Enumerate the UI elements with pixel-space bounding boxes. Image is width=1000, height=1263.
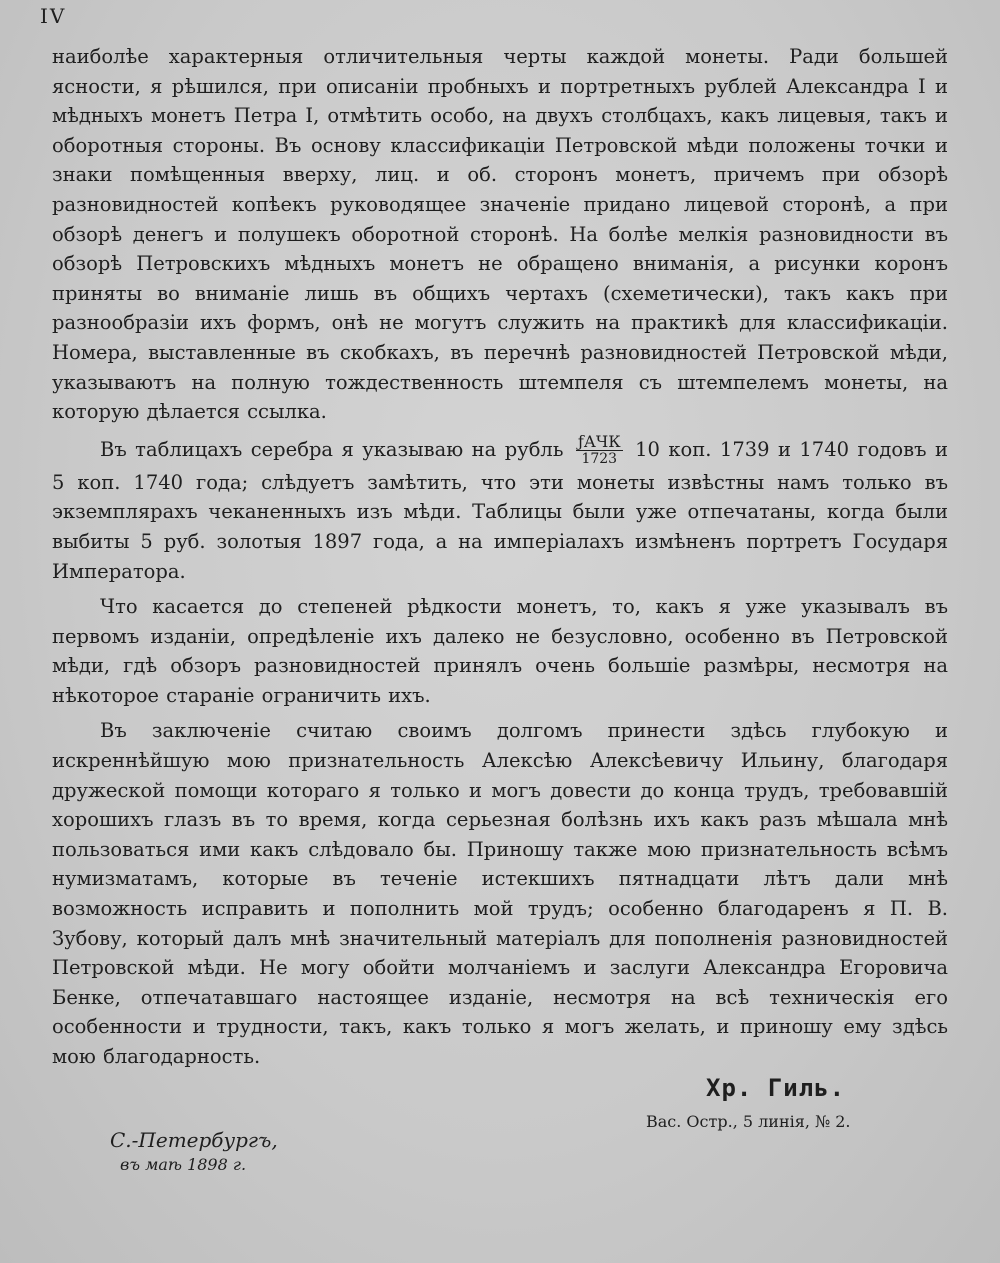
paragraph-4: Въ заключеніе считаю своимъ долгомъ принести здѣсь глубокую и искреннѣйшую мою признательность Алексѣю Алексѣевичу Ильину, благодаря дружеской помощи котораго я только и могъ довести до конца трудъ, требовавшій хорошихъ глазъ въ то время, когда серьезная болѣзнь ихъ какъ разъ мѣшала мнѣ пользоваться ими какъ слѣдовало бы. Приношу также мою признательность всѣмъ нумизматамъ, которые въ теченіе истекшихъ пятнадцати лѣтъ дали мнѣ возможность исправить и пополнить мой трудъ; особенно благодаренъ я П. В. Зубову, который далъ мнѣ значительный матеріалъ для пополненія разновидностей Петровской мѣди. Не могу обойти молчаніемъ и заслуги Александра Егоровича Бенке, отпечатавшаго настоящее изданіе, несмотря на всѣ техническія его особенности и трудности, такъ, какъ только я могъ желать, и приношу ему здѣсь мою благодарность. [52,719,948,1068]
date-line: въ маѣ 1898 г. [120,1155,247,1174]
page-number: IV [40,4,67,28]
signature-address: Вас. Остр., 5 линія, № 2. [646,1112,851,1131]
paragraph-1: наиболѣе характерныя отличительныя черты каждой монеты. Ради большей ясности, я рѣшился, при описаніи пробныхъ и портретныхъ рублей Александра I и мѣдныхъ монетъ Петра I, отмѣтить особо, на двухъ столбцахъ, какъ лицевыя, такъ и оборотныя стороны. Въ основу классификаціи Петровской мѣди положены точки и знаки помѣщенныя вверху, лиц. и об. сторонъ монетъ, причемъ при обзорѣ разновидностей копѣекъ руководящее значеніе придано лицевой сторонѣ, а при обзорѣ денегъ и полушекъ оборотной сторонѣ. На болѣе мелкія разновидности въ обзорѣ Петровскихъ мѣдныхъ монетъ не обращено вниманія, а рисунки коронъ приняты во вниманіе лишь въ общихъ чертахъ (схеметически), такъ какъ при разнообразіи ихъ формъ, онѣ не могутъ служить на практикѣ для классификаціи. Номера, выставленные въ скобкахъ, въ перечнѣ разновидностей Петровской мѣди, указываютъ на полную тождественность штемпеля съ штемпелемъ монеты, на которую дѣлается ссылка. [52,45,948,424]
fraction-numerator: ƒАЧК [577,431,621,451]
paragraph-2 [52,433,948,586]
paragraph-3: Что касается до степеней рѣдкости монетъ, то, какъ я уже указывалъ въ первомъ изданіи, опредѣленіе ихъ далеко не безусловно, особенно въ Петровской мѣди, гдѣ обзоръ разновидностей принялъ очень большіе размѣры, несмотря на нѣкоторое стараніе ограничить ихъ. [52,595,948,707]
signature-name: Хр. Гиль. [706,1074,846,1102]
paragraph-2-before: Въ таблицахъ серебра я указываю на рубль [100,437,572,461]
coin-legend-fraction [576,433,623,468]
body-text [52,42,948,1078]
fraction-denominator: 1723 [581,450,618,467]
place-line: С.-Петербургъ, [110,1128,278,1152]
paragraph-2-after: 10 коп. 1739 и 1740 годовъ и 5 коп. 1740 года; слѣдуетъ замѣтить, что эти монеты извѣстны намъ только въ экземплярахъ чеканенныхъ изъ мѣди. Таблицы были уже отпечатаны, когда были выбиты 5 руб. золотыя 1897 года, а на имперіалахъ измѣненъ портретъ Государя Императора. [52,437,948,583]
